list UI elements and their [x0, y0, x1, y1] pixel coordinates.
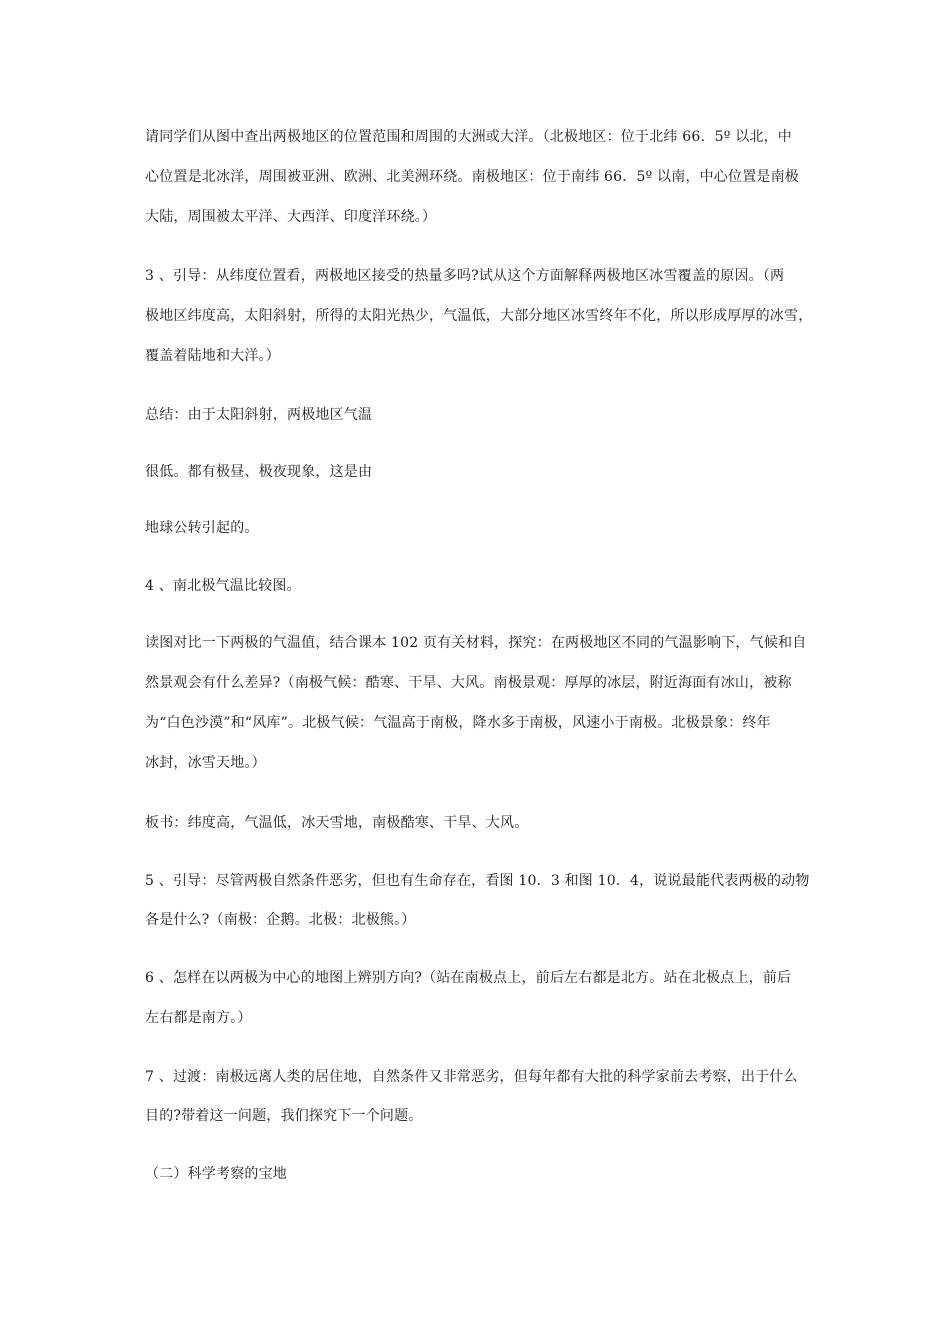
summary-line: 很低。都有极昼、极夜现象，这是由 — [145, 464, 373, 480]
paragraph-line: 然景观会有什么差异?（南极气候：酷寒、干旱、大风。南极景观：厚厚的冰层，附近海面有冰山，被称 — [145, 675, 792, 691]
paragraph-line: 左右都是南方。） — [145, 1010, 252, 1026]
section-heading: （二）科学考察的宝地 — [145, 1166, 287, 1182]
paragraph-line: 读图对比一下两极的气温值，结合课本 102 页有关材料，探究：在两极地区不同的气温影响下，气候和自 — [145, 635, 807, 651]
paragraph-line: 6 、怎样在以两极为中心的地图上辨别方向?（站在南极点上，前后左右都是北方。站在北极点上，前后 — [145, 970, 792, 986]
paragraph-line: 请同学们从图中查出两极地区的位置范围和周围的大洲或大洋。（北极地区：位于北纬 66．5º 以北，中 — [145, 129, 793, 145]
paragraph-line: 各是什么?（南极：企鹅。北极：北极熊。） — [145, 912, 416, 928]
paragraph-line: 为“白色沙漠”和“风库”。北极气候：气温高于南极，降水多于南极，风速小于南极。北极景象：终年 — [145, 715, 771, 731]
summary-line: 总结：由于太阳斜射，两极地区气温 — [145, 407, 373, 423]
paragraph-line: 7 、过渡：南极远离人类的居住地，自然条件又非常恶劣，但每年都有大批的科学家前去考察，出于什么 — [145, 1069, 798, 1085]
board-notes-line: 板书：纬度高，气温低，冰天雪地，南极酷寒、干旱、大风。 — [145, 815, 529, 831]
paragraph-line: 心位置是北冰洋，周围被亚洲、欧洲、北美洲环绕。南极地区：位于南纬 66．5º 以南，中心位置是南极 — [145, 169, 800, 185]
summary-line: 地球公转引起的。 — [145, 520, 259, 536]
paragraph-line: 大陆，周围被太平洋、大西洋、印度洋环绕。） — [145, 209, 437, 225]
paragraph-line: 冰封，冰雪天地。） — [145, 755, 266, 771]
paragraph-line: 覆盖着陆地和大洋。） — [145, 348, 280, 364]
paragraph-line: 3 、引导：从纬度位置看，两极地区接受的热量多吗?试从这个方面解释两极地区冰雪覆盖的原因。（两 — [145, 268, 785, 284]
paragraph-line: 目的?带着这一问题，我们探究下一个问题。 — [145, 1108, 423, 1124]
section-item-4: 4 、南北极气温比较图。 — [145, 578, 301, 594]
paragraph-line: 极地区纬度高，太阳斜射，所得的太阳光热少，气温低，大部分地区冰雪终年不化，所以形成厚厚的冰雪， — [145, 308, 813, 324]
paragraph-line: 5 、引导：尽管两极自然条件恶劣，但也有生命存在，看图 10．3 和图 10．4，说说最能代表两极的动物 — [145, 873, 810, 889]
